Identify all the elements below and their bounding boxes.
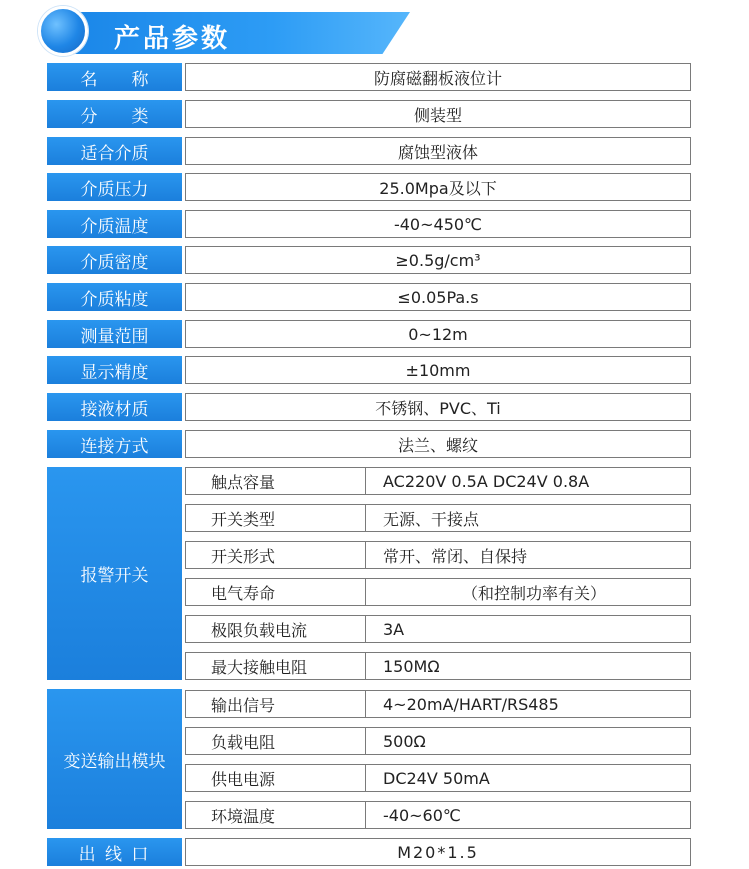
transmitter-item-value: 500Ω <box>365 727 691 755</box>
transmitter-item-name: 负载电阻 <box>185 727 365 755</box>
row-label-density: 介质密度 <box>47 246 182 274</box>
transmitter-item-value: 4~20mA/HART/RS485 <box>365 690 691 718</box>
row-value-accuracy: ±10mm <box>185 356 691 384</box>
alarm-item-name: 电气寿命 <box>185 578 365 606</box>
row-value-outlet: M20*1.5 <box>185 838 691 866</box>
row-label-temperature: 介质温度 <box>47 210 182 238</box>
transmitter-item-name: 输出信号 <box>185 690 365 718</box>
transmitter-item-name: 环境温度 <box>185 801 365 829</box>
transmitter-item-value: -40~60℃ <box>365 801 691 829</box>
row-value-material: 不锈钢、PVC、Ti <box>185 393 691 421</box>
alarm-item-name: 极限负载电流 <box>185 615 365 643</box>
alarm-item-value: 150MΩ <box>365 652 691 680</box>
transmitter-item-value: DC24V 50mA <box>365 764 691 792</box>
row-label-name: 名 称 <box>47 63 182 91</box>
row-value-connection: 法兰、螺纹 <box>185 430 691 458</box>
row-value-category: 侧装型 <box>185 100 691 128</box>
row-label-medium: 适合介质 <box>47 137 182 165</box>
alarm-item-name: 开关类型 <box>185 504 365 532</box>
alarm-item-name: 触点容量 <box>185 467 365 495</box>
header-circle-icon <box>38 6 88 56</box>
alarm-item-value: 3A <box>365 615 691 643</box>
row-value-viscosity: ≤0.05Pa.s <box>185 283 691 311</box>
alarm-item-name: 开关形式 <box>185 541 365 569</box>
row-label-category: 分 类 <box>47 100 182 128</box>
row-label-outlet: 出 线 口 <box>47 838 182 866</box>
row-value-density: ≥0.5g/cm³ <box>185 246 691 274</box>
row-value-pressure: 25.0Mpa及以下 <box>185 173 691 201</box>
section-header <box>38 6 410 54</box>
alarm-item-value: 无源、干接点 <box>365 504 691 532</box>
alarm-item-value: 常开、常闭、自保持 <box>365 541 691 569</box>
row-label-accuracy: 显示精度 <box>47 356 182 384</box>
section-title: 产品参数 <box>114 24 231 54</box>
row-label-pressure: 介质压力 <box>47 173 182 201</box>
row-label-connection: 连接方式 <box>47 430 182 458</box>
alarm-item-name: 最大接触电阻 <box>185 652 365 680</box>
row-value-temperature: -40~450℃ <box>185 210 691 238</box>
row-label-range: 测量范围 <box>47 320 182 348</box>
row-value-range: 0~12m <box>185 320 691 348</box>
alarm-item-value: （和控制功率有关） <box>365 578 691 606</box>
group-label-transmitter: 变送输出模块 <box>47 689 182 829</box>
row-value-medium: 腐蚀型液体 <box>185 137 691 165</box>
row-label-viscosity: 介质粘度 <box>47 283 182 311</box>
alarm-item-value: AC220V 0.5A DC24V 0.8A <box>365 467 691 495</box>
group-label-alarm: 报警开关 <box>47 467 182 680</box>
transmitter-item-name: 供电电源 <box>185 764 365 792</box>
row-label-material: 接液材质 <box>47 393 182 421</box>
row-value-name: 防腐磁翻板液位计 <box>185 63 691 91</box>
